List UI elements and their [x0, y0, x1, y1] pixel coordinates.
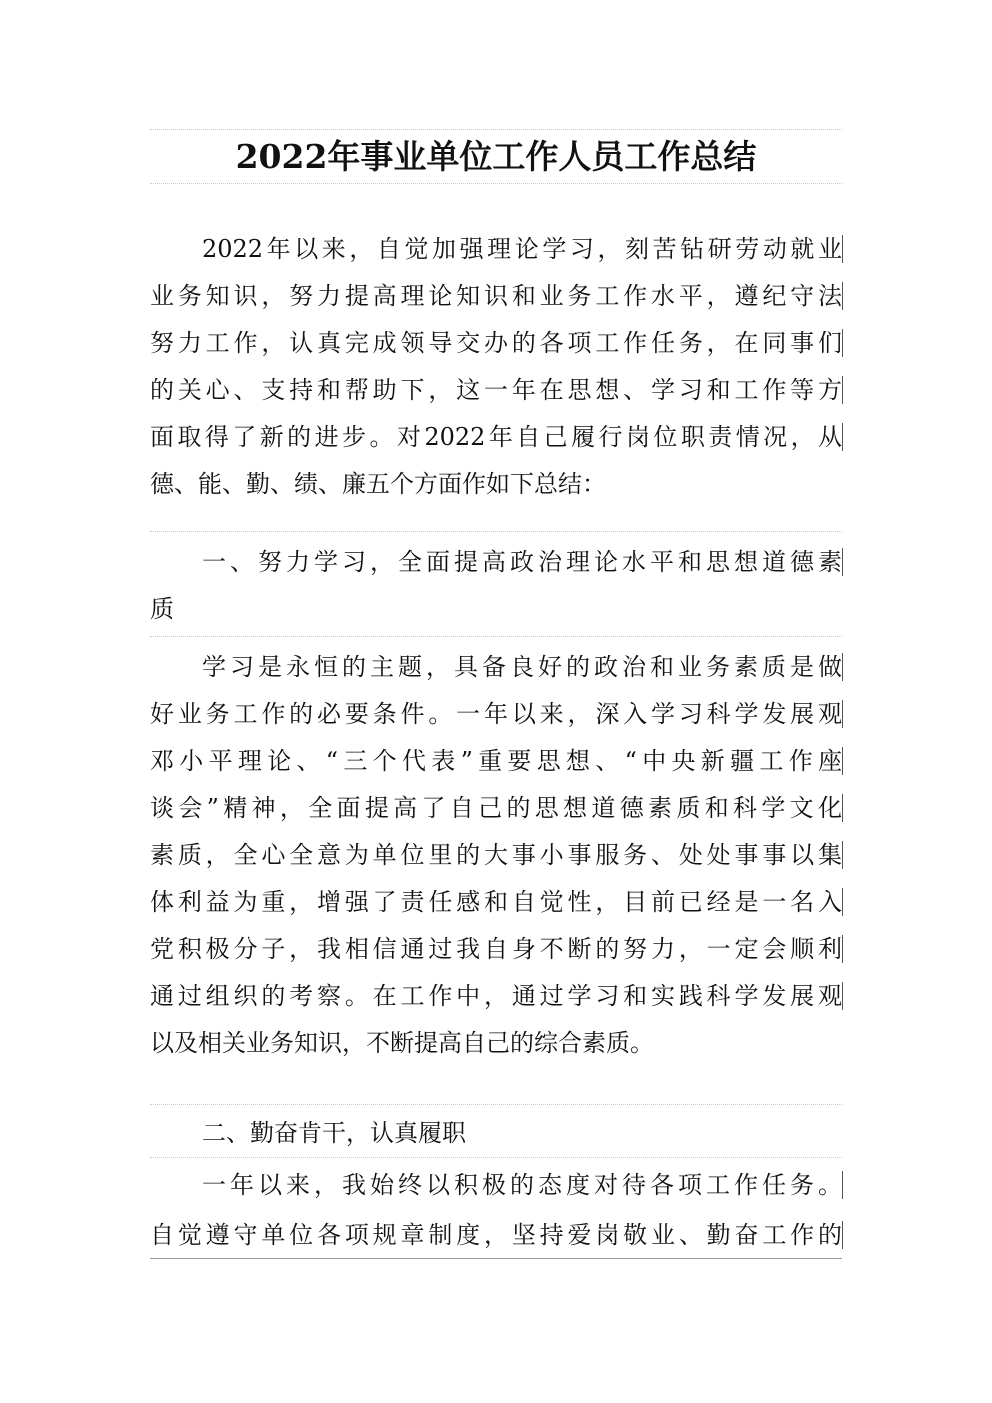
paragraph-separator [150, 1104, 842, 1105]
section-heading-1-line-2: 质 [150, 595, 174, 623]
paragraph-separator [150, 1157, 842, 1158]
section-heading-2: 二、勤奋肯干，认真履职 [202, 1119, 466, 1147]
paragraph-3-line-7: 党积极分子，我相信通过我自身不断的努力，一定会顺利 [150, 935, 842, 963]
paragraph-1-line-4: 的关心、支持和帮助下，这一年在思想、学习和工作等方 [150, 376, 842, 404]
line-end-marker [842, 700, 843, 728]
paragraph-3-line-6: 体利益为重，增强了责任感和自觉性，目前已经是一名入 [150, 888, 842, 916]
paragraph-separator [150, 636, 842, 637]
paragraph-1-line-6: 德、能、勤、绩、廉五个方面作如下总结： [150, 470, 606, 498]
line-end-marker [842, 423, 843, 451]
document-title: 2022年事业单位工作人员工作总结 [235, 137, 757, 176]
line-end-marker [842, 235, 843, 263]
line-end-marker [842, 888, 843, 916]
paragraph-3-line-5: 素质，全心全意为单位里的大事小事服务、处处事事以集 [150, 841, 842, 869]
line-end-marker [842, 653, 843, 681]
line-end-marker [842, 329, 843, 357]
line-end-marker [842, 935, 843, 963]
line-end-marker [842, 841, 843, 869]
paragraph-separator [150, 531, 842, 532]
title-top-rule [150, 129, 842, 130]
line-end-marker [842, 1171, 843, 1199]
paragraph-5-line-1: 一年以来，我始终以积极的态度对待各项工作任务。 [202, 1171, 842, 1199]
paragraph-1-line-5: 面取得了新的进步。对2022年自己履行岗位职责情况，从 [150, 423, 842, 451]
paragraph-3-line-8: 通过组织的考察。在工作中，通过学习和实践科学发展观 [150, 982, 842, 1010]
page-bottom-rule [150, 1258, 842, 1259]
title-bottom-rule [150, 183, 842, 184]
paragraph-1-line-3: 努力工作，认真完成领导交办的各项工作任务，在同事们 [150, 329, 842, 357]
line-end-marker [842, 282, 843, 310]
paragraph-3-line-9: 以及相关业务知识，不断提高自己的综合素质。 [150, 1029, 654, 1057]
paragraph-1-line-1: 2022年以来，自觉加强理论学习，刻苦钻研劳动就业 [202, 235, 842, 263]
section-heading-1-line-1: 一、努力学习，全面提高政治理论水平和思想道德素 [202, 548, 842, 576]
line-end-marker [842, 548, 843, 576]
paragraph-1-line-2: 业务知识，努力提高理论知识和业务工作水平，遵纪守法 [150, 282, 842, 310]
paragraph-3-line-1: 学习是永恒的主题，具备良好的政治和业务素质是做 [202, 653, 842, 681]
line-end-marker [842, 982, 843, 1010]
line-end-marker [842, 794, 843, 822]
line-end-marker [842, 376, 843, 404]
line-end-marker [842, 747, 843, 775]
paragraph-3-line-2: 好业务工作的必要条件。一年以来，深入学习科学发展观 [150, 700, 842, 728]
paragraph-3-line-3: 邓小平理论、“三个代表”重要思想、“中央新疆工作座 [150, 747, 842, 775]
line-end-marker [842, 1221, 843, 1249]
paragraph-5-line-2: 自觉遵守单位各项规章制度，坚持爱岗敬业、勤奋工作的 [150, 1221, 842, 1249]
paragraph-3-line-4: 谈会”精神，全面提高了自己的思想道德素质和科学文化 [150, 794, 842, 822]
